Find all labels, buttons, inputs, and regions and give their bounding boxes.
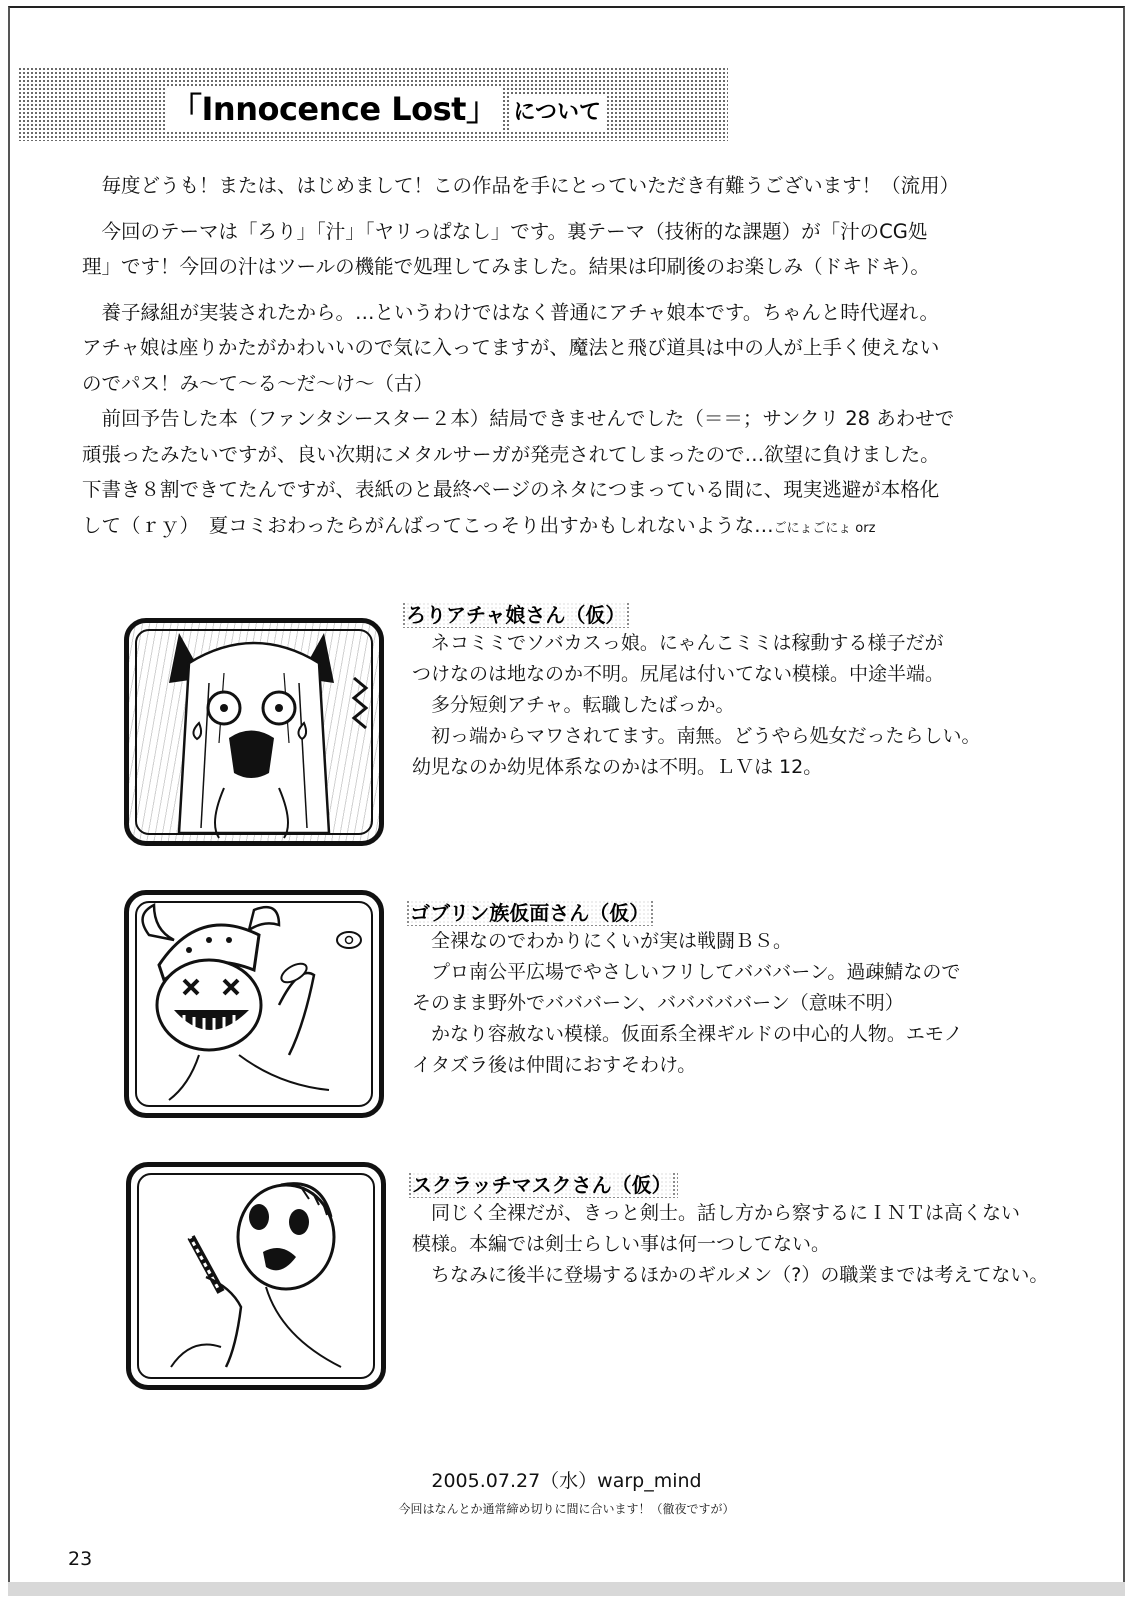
intro-line: アチャ娘は座りかたがかわいいので気に入ってますが、魔法と飛び道具は中の人が上手く使えない xyxy=(82,336,940,359)
character-name-2: ゴブリン族仮面さん（仮） xyxy=(406,900,655,926)
description-line: 初っ端からマワされてます。南無。どうやら処女だったらしい。 xyxy=(431,725,981,747)
footer-note: 今回はなんとか通常締め切りに間に合います！（徹夜ですが） xyxy=(398,1502,735,1516)
description-line: 模様。本編では剣士らしい事は何一つしてない。 xyxy=(412,1233,831,1255)
intro-line: 今回のテーマは「ろり」「汁」「ヤリっぱなし」です。裏テーマ（技術的な課題）が「汁のCG処 xyxy=(101,219,928,243)
portrait-inner-border xyxy=(137,1173,375,1379)
scan-edge xyxy=(8,1582,1125,1596)
description-line: つけなのは地なのか不明。尻尾は付いてない模様。中途半端。 xyxy=(412,663,945,685)
character-name-3: スクラッチマスクさん（仮） xyxy=(408,1172,678,1198)
description-line: プロ南公平広場でやさしいフリしてバババーン。過疎鯖なので xyxy=(431,961,961,983)
description-line: 多分短剣アチャ。転職したばっか。 xyxy=(431,694,735,716)
intro-section xyxy=(82,168,1022,546)
description-line: かなり容赦ない模様。仮面系全裸ギルドの中心的人物。エモノ xyxy=(431,1023,963,1045)
title-suffix: について xyxy=(509,96,605,130)
description-line: 同じく全裸だが、きっと剣士。話し方から察するにＩＮＴは高くない xyxy=(431,1202,1021,1224)
character-description-2 xyxy=(412,926,1052,1081)
character-description-1 xyxy=(412,628,1052,783)
intro-line: 前回予告した本（ファンタシースター２本）結局できませんでした（＝＝；サンクリ 28 あわせで xyxy=(101,407,955,430)
intro-line: のでパス！み〜て〜る〜だ〜け〜（古） xyxy=(82,371,434,395)
portrait-inner-border xyxy=(135,901,373,1107)
character-description-3 xyxy=(412,1198,1052,1291)
character-portrait-1 xyxy=(124,618,384,846)
description-line: イタズラ後は仲間におすそわけ。 xyxy=(412,1054,697,1076)
description-line: そのまま野外でバババーン、バババババーン（意味不明） xyxy=(412,992,904,1014)
description-line: 幼児なのか幼児体系なのかは不明。ＬＶは 12。 xyxy=(412,756,823,778)
page-title xyxy=(166,82,605,136)
description-line: ちなみに後半に登場するほかのギルメン（?）の職業までは考えてない。 xyxy=(431,1264,1049,1286)
description-line: 全裸なのでわかりにくいが実は戦闘ＢＳ。 xyxy=(431,930,793,952)
signature-date: 2005.07.27（水）warp_mind xyxy=(431,1470,702,1492)
character-name-1: ろりアチャ娘さん（仮） xyxy=(402,602,631,628)
character-portrait-2 xyxy=(124,890,384,1118)
character-portrait-3 xyxy=(126,1162,386,1390)
portrait-inner-border xyxy=(135,629,373,835)
intro-line: 理」です！今回の汁はツールの機能で処理してみました。結果は印刷後のお楽しみ（ドキドキ）。 xyxy=(82,255,930,278)
intro-line: 下書き８割できてたんですが、表紙のと最終ページのネタにつまっている間に、現実逃避が本格化 xyxy=(82,478,940,501)
intro-line: 毎度どうも！または、はじめまして！この作品を手にとっていただき有難うございます！（流用） xyxy=(101,174,960,197)
intro-line: して（ｒｙ） 夏コミおわったらがんばってこっそり出すかもしれないような…ごにょごにょ orz xyxy=(82,513,876,537)
title-text: 「Innocence Lost」 xyxy=(166,87,501,131)
mumble-text: ごにょごにょ orz xyxy=(773,520,876,536)
description-line: ネコミミでソバカスっ娘。にゃんこミミは稼動する様子だが xyxy=(431,632,944,654)
intro-line: 養子縁組が実装されたから。…というわけではなく普通にアチャ娘本です。ちゃんと時代遅れ。 xyxy=(101,300,940,324)
page-number: 23 xyxy=(68,1548,93,1570)
intro-line: 頑張ったみたいですが、良い次期にメタルサーガが発売されてしまったので…欲望に負けました。 xyxy=(82,442,940,466)
